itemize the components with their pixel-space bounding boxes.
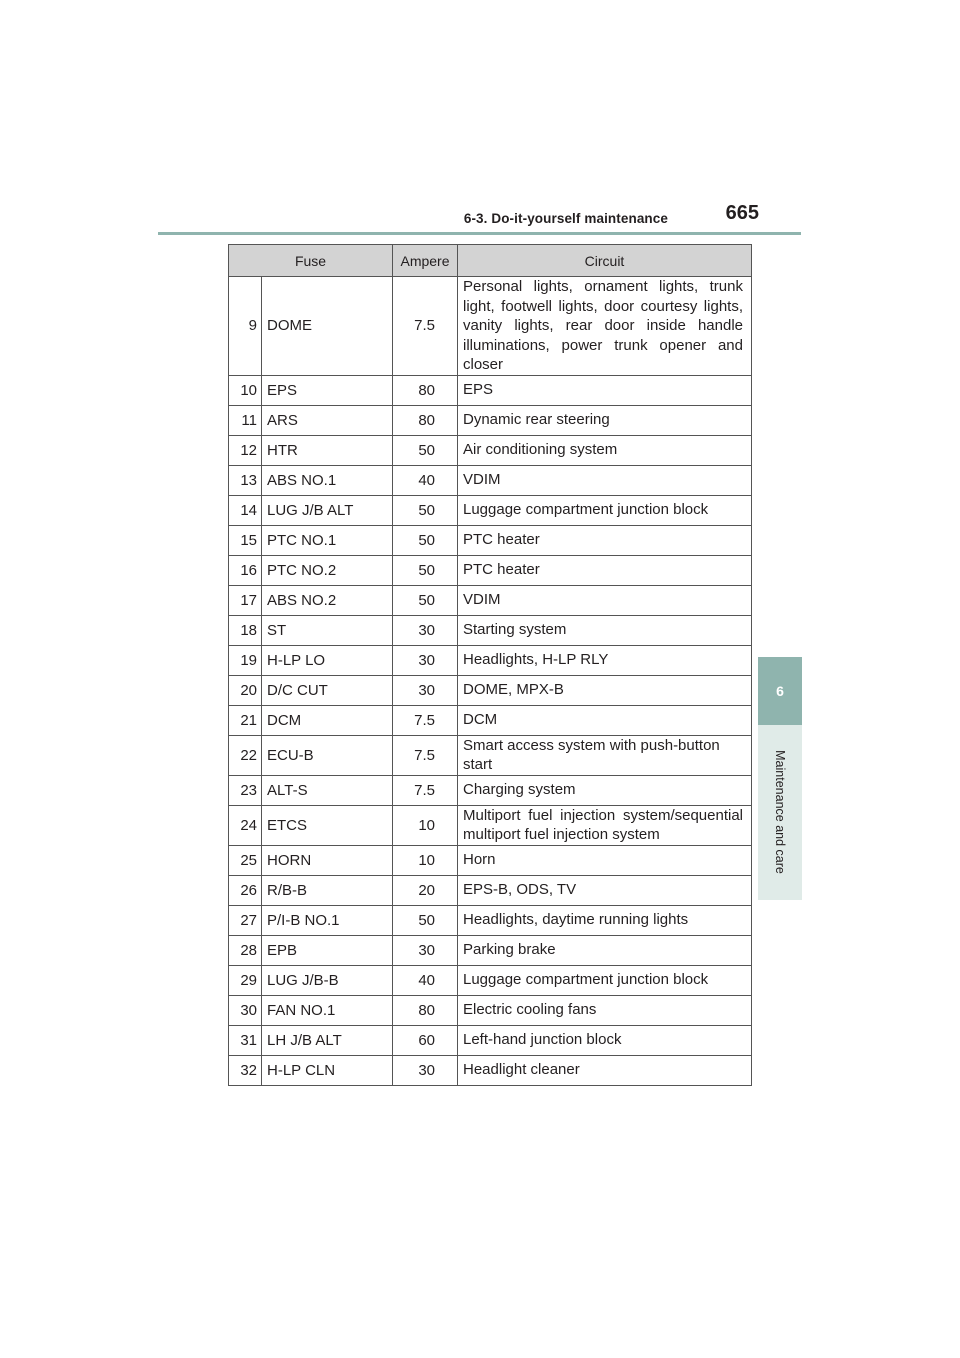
- section-title: 6-3. Do-it-yourself maintenance: [463, 211, 668, 226]
- fuse-name: D/C CUT: [262, 675, 393, 705]
- table-row: [229, 775, 752, 805]
- table-row: [229, 905, 752, 935]
- fuse-number: 14: [229, 495, 262, 525]
- fuse-ampere: 7.5: [393, 775, 458, 805]
- table-row: [229, 465, 752, 495]
- fuse-name: EPS: [262, 375, 393, 405]
- fuse-ampere: 10: [393, 845, 458, 875]
- fuse-number: 32: [229, 1055, 262, 1085]
- fuse-name: HTR: [262, 435, 393, 465]
- fuse-name: H-LP LO: [262, 645, 393, 675]
- fuse-circuit: Charging system: [458, 775, 752, 805]
- fuse-number: 10: [229, 375, 262, 405]
- table-row: [229, 495, 752, 525]
- fuse-circuit: Headlight cleaner: [458, 1055, 752, 1085]
- fuse-number: 26: [229, 875, 262, 905]
- fuse-name: ARS: [262, 405, 393, 435]
- column-header-fuse: Fuse: [229, 245, 393, 277]
- fuse-table: [228, 244, 752, 1086]
- fuse-ampere: 80: [393, 995, 458, 1025]
- table-row: [229, 935, 752, 965]
- table-row: [229, 1055, 752, 1085]
- table-row: [229, 277, 752, 376]
- fuse-circuit: Parking brake: [458, 935, 752, 965]
- fuse-ampere: 30: [393, 675, 458, 705]
- fuse-name: DOME: [262, 277, 393, 376]
- fuse-circuit: VDIM: [458, 465, 752, 495]
- fuse-number: 21: [229, 705, 262, 735]
- fuse-circuit: Multiport fuel injection system/sequential multiport fuel injection system: [458, 805, 752, 845]
- fuse-circuit: EPS-B, ODS, TV: [458, 875, 752, 905]
- fuse-ampere: 40: [393, 965, 458, 995]
- table-row: [229, 675, 752, 705]
- fuse-circuit: VDIM: [458, 585, 752, 615]
- fuse-circuit: DCM: [458, 705, 752, 735]
- table-header-row: [229, 245, 752, 277]
- fuse-circuit: PTC heater: [458, 525, 752, 555]
- fuse-circuit: Electric cooling fans: [458, 995, 752, 1025]
- table-row: [229, 645, 752, 675]
- table-row: [229, 735, 752, 775]
- page-number: 665: [725, 202, 759, 224]
- fuse-number: 13: [229, 465, 262, 495]
- fuse-number: 17: [229, 585, 262, 615]
- fuse-ampere: 7.5: [393, 735, 458, 775]
- fuse-circuit: DOME, MPX-B: [458, 675, 752, 705]
- fuse-ampere: 7.5: [393, 705, 458, 735]
- fuse-name: ST: [262, 615, 393, 645]
- fuse-name: PTC NO.2: [262, 555, 393, 585]
- column-header-circuit: Circuit: [458, 245, 752, 277]
- fuse-number: 12: [229, 435, 262, 465]
- fuse-ampere: 50: [393, 435, 458, 465]
- table-row: [229, 845, 752, 875]
- fuse-ampere: 50: [393, 555, 458, 585]
- fuse-number: 9: [229, 277, 262, 376]
- fuse-ampere: 20: [393, 875, 458, 905]
- fuse-number: 31: [229, 1025, 262, 1055]
- fuse-number: 24: [229, 805, 262, 845]
- fuse-number: 28: [229, 935, 262, 965]
- fuse-number: 19: [229, 645, 262, 675]
- fuse-name: P/I-B NO.1: [262, 905, 393, 935]
- fuse-number: 18: [229, 615, 262, 645]
- fuse-circuit: Starting system: [458, 615, 752, 645]
- fuse-ampere: 7.5: [393, 277, 458, 376]
- fuse-circuit: PTC heater: [458, 555, 752, 585]
- fuse-name: EPB: [262, 935, 393, 965]
- fuse-circuit: EPS: [458, 375, 752, 405]
- table-row: [229, 965, 752, 995]
- fuse-ampere: 80: [393, 405, 458, 435]
- fuse-circuit: Luggage compartment junction block: [458, 495, 752, 525]
- fuse-circuit: Headlights, daytime running lights: [458, 905, 752, 935]
- fuse-ampere: 30: [393, 1055, 458, 1085]
- fuse-number: 27: [229, 905, 262, 935]
- table-row: [229, 995, 752, 1025]
- fuse-ampere: 60: [393, 1025, 458, 1055]
- header-rule: [158, 232, 801, 235]
- table-row: [229, 705, 752, 735]
- fuse-number: 29: [229, 965, 262, 995]
- fuse-name: H-LP CLN: [262, 1055, 393, 1085]
- fuse-name: LUG J/B-B: [262, 965, 393, 995]
- fuse-name: PTC NO.1: [262, 525, 393, 555]
- fuse-number: 30: [229, 995, 262, 1025]
- fuse-ampere: 80: [393, 375, 458, 405]
- table-row: [229, 375, 752, 405]
- table-row: [229, 875, 752, 905]
- fuse-ampere: 30: [393, 935, 458, 965]
- fuse-circuit: Luggage compartment junction block: [458, 965, 752, 995]
- fuse-circuit: Dynamic rear steering: [458, 405, 752, 435]
- fuse-number: 11: [229, 405, 262, 435]
- fuse-ampere: 40: [393, 465, 458, 495]
- table-row: [229, 405, 752, 435]
- table-row: [229, 585, 752, 615]
- fuse-circuit: Smart access system with push-button start: [458, 735, 752, 775]
- fuse-circuit: Personal lights, ornament lights, trunk light, footwell lights, door courtesy lights, vanity lights, rear door inside handle illuminations, power trunk opener and closer: [458, 277, 752, 376]
- fuse-ampere: 50: [393, 905, 458, 935]
- fuse-number: 20: [229, 675, 262, 705]
- fuse-ampere: 30: [393, 615, 458, 645]
- fuse-circuit: Air conditioning system: [458, 435, 752, 465]
- fuse-name: ABS NO.1: [262, 465, 393, 495]
- chapter-label: Maintenance and care: [773, 750, 787, 874]
- fuse-table-body: [229, 277, 752, 1086]
- fuse-number: 15: [229, 525, 262, 555]
- fuse-name: LH J/B ALT: [262, 1025, 393, 1055]
- fuse-name: FAN NO.1: [262, 995, 393, 1025]
- fuse-ampere: 10: [393, 805, 458, 845]
- fuse-name: R/B-B: [262, 875, 393, 905]
- table-row: [229, 525, 752, 555]
- fuse-ampere: 50: [393, 495, 458, 525]
- page-header: [158, 200, 801, 236]
- fuse-name: ALT-S: [262, 775, 393, 805]
- table-row: [229, 1025, 752, 1055]
- fuse-number: 16: [229, 555, 262, 585]
- table-row: [229, 615, 752, 645]
- chapter-tab: 6: [758, 657, 802, 725]
- table-row: [229, 435, 752, 465]
- fuse-name: DCM: [262, 705, 393, 735]
- fuse-name: ETCS: [262, 805, 393, 845]
- fuse-name: LUG J/B ALT: [262, 495, 393, 525]
- fuse-ampere: 50: [393, 585, 458, 615]
- fuse-circuit: Left-hand junction block: [458, 1025, 752, 1055]
- fuse-ampere: 50: [393, 525, 458, 555]
- fuse-name: ECU-B: [262, 735, 393, 775]
- fuse-number: 23: [229, 775, 262, 805]
- fuse-number: 25: [229, 845, 262, 875]
- fuse-name: HORN: [262, 845, 393, 875]
- fuse-circuit: Headlights, H-LP RLY: [458, 645, 752, 675]
- table-row: [229, 555, 752, 585]
- fuse-ampere: 30: [393, 645, 458, 675]
- table-row: [229, 805, 752, 845]
- fuse-number: 22: [229, 735, 262, 775]
- column-header-ampere: Ampere: [393, 245, 458, 277]
- fuse-circuit: Horn: [458, 845, 752, 875]
- fuse-name: ABS NO.2: [262, 585, 393, 615]
